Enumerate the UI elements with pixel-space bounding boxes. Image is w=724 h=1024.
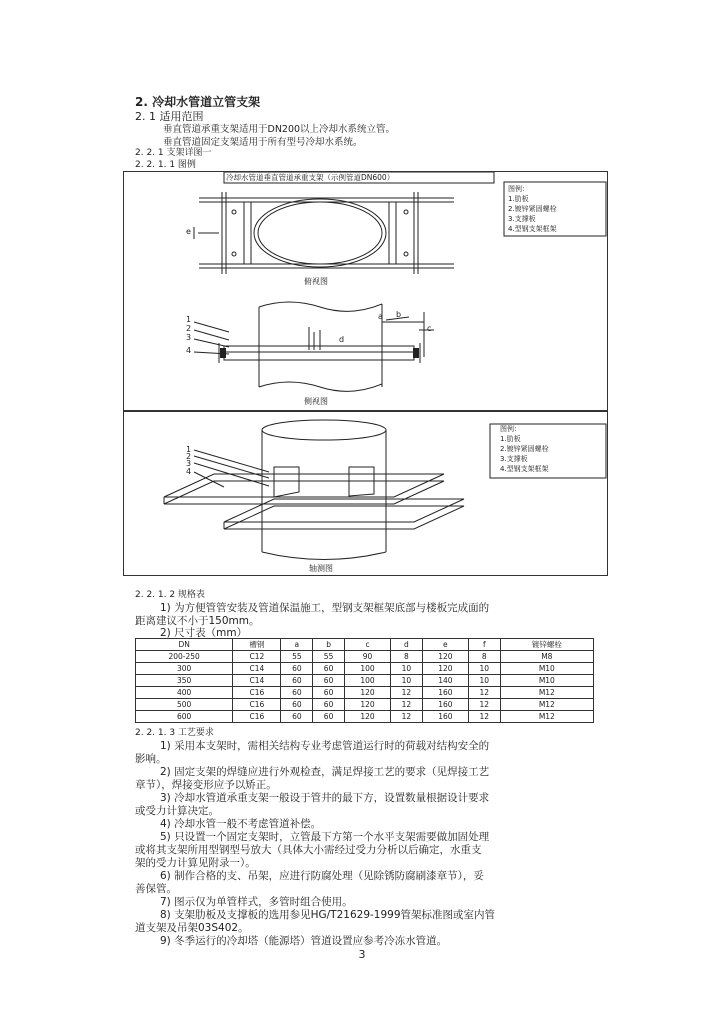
table-header-cell: f xyxy=(468,639,500,651)
table-cell: 12 xyxy=(391,711,423,723)
table-row xyxy=(136,651,594,663)
dim-a: a xyxy=(378,312,383,321)
table-cell: 60 xyxy=(313,663,345,675)
spec-para-1a: 1) 为方便管管安装及管道保温施工，型钢支架框架底部与楼板完成面的 xyxy=(160,602,490,614)
table-header-cell: e xyxy=(422,639,468,651)
figure-title: 冷却水管道垂直管道承重支架（示例管道DN600） xyxy=(226,173,395,182)
section-title: 2. 冷却水管道立管支架 xyxy=(135,95,261,109)
table-cell: 10 xyxy=(468,675,500,687)
heading-2-2-1-2: 2. 2. 1. 2 规格表 xyxy=(135,590,205,600)
dim-d: d xyxy=(339,335,345,344)
legend-item: 1.肋板 xyxy=(500,435,521,443)
req-line: 架的受力计算见附录一）。 xyxy=(135,857,256,869)
heading-2-2-1-3: 2. 2. 1. 3 工艺要求 xyxy=(135,728,214,738)
legend-item: 2.镀锌紧固螺栓 xyxy=(508,205,557,213)
table-cell: 10 xyxy=(391,675,423,687)
table-cell: 120 xyxy=(422,663,468,675)
table-cell: C12 xyxy=(233,651,281,663)
req-line: 善保管。 xyxy=(135,883,177,895)
table-cell: 600 xyxy=(136,711,233,723)
table-cell: 100 xyxy=(344,675,390,687)
table-cell: 120 xyxy=(344,699,390,711)
table-header-cell: c xyxy=(344,639,390,651)
table-cell: 60 xyxy=(313,711,345,723)
table-cell: 60 xyxy=(313,675,345,687)
req-line: 1) 采用本支架时，需相关结构专业考虑管道运行时的荷载对结构安全的 xyxy=(160,740,490,752)
req-line: 9) 冬季运行的冷却塔（能源塔）管道设置应参考冷冻水管道。 xyxy=(160,935,448,947)
table-cell: 160 xyxy=(422,687,468,699)
table-header-cell: 镀锌螺栓 xyxy=(500,639,593,651)
legend-item: 3.支撑板 xyxy=(500,455,528,463)
table-cell: 55 xyxy=(313,651,345,663)
scope-line-2: 垂直管道固定支架适用于所有型号冷却水系统。 xyxy=(163,137,363,148)
table-cell: C14 xyxy=(233,663,281,675)
callout-2: 2 xyxy=(186,324,192,333)
table-header-row xyxy=(136,639,594,651)
req-line: 8) 支架肋板及支撑板的选用参见HG/T21629-1999管架标准图或室内管 xyxy=(160,909,496,921)
table-cell: M10 xyxy=(500,663,593,675)
req-line: 或受力计算决定。 xyxy=(135,805,219,817)
table-cell: C16 xyxy=(233,687,281,699)
callout-2: 2 xyxy=(186,452,192,461)
table-header-cell: DN xyxy=(136,639,233,651)
callout-1: 1 xyxy=(186,445,192,454)
table-cell: 8 xyxy=(391,651,423,663)
req-line: 道支架及吊架03S402。 xyxy=(135,922,249,934)
figure-top-side-view xyxy=(123,171,608,411)
heading-2-2-1-1: 2. 2. 1. 1 图例 xyxy=(135,160,196,170)
legend-1 xyxy=(508,184,557,234)
heading-2-1: 2. 1 适用范围 xyxy=(135,110,204,123)
table-cell: 55 xyxy=(281,651,313,663)
req-line: 4) 冷却水管一般不考虑管道补偿。 xyxy=(160,818,322,830)
req-line: 章节），焊接变形应予以矫正。 xyxy=(135,779,277,791)
table-row xyxy=(136,699,594,711)
table-cell: 160 xyxy=(422,699,468,711)
table-cell: M8 xyxy=(500,651,593,663)
table-cell: 10 xyxy=(391,663,423,675)
req-line: 3) 冷却水管道承重支架一般设于管井的最下方，设置数量根据设计要求 xyxy=(160,792,490,804)
figure-axonometric xyxy=(123,411,608,576)
legend-item: 3.支撑板 xyxy=(508,215,536,223)
legend-item: 4.型钢支架框架 xyxy=(508,225,557,233)
legend-heading: 图例： xyxy=(500,425,521,433)
table-row xyxy=(136,687,594,699)
req-line: 5) 只设置一个固定支架时，立管最下方第一个水平支架需要做加固处理 xyxy=(160,831,490,843)
callout-3: 3 xyxy=(186,459,192,468)
table-cell: 140 xyxy=(422,675,468,687)
table-cell: 350 xyxy=(136,675,233,687)
table-cell: 8 xyxy=(468,651,500,663)
table-cell: 400 xyxy=(136,687,233,699)
scope-line-1: 垂直管道承重支架适用于DN200以上冷却水系统立管。 xyxy=(163,124,396,135)
table-cell: 12 xyxy=(468,699,500,711)
req-line: 2) 固定支架的焊缝应进行外观检查，满足焊接工艺的要求（见焊接工艺 xyxy=(160,766,490,778)
req-line: 或将其支架所用型钢型号放大（具体大小需经过受力分析以后确定，水重支 xyxy=(135,844,482,856)
dim-e: e xyxy=(186,227,191,236)
table-cell: 60 xyxy=(313,687,345,699)
spec-para-2: 2) 尺寸表（mm） xyxy=(160,627,248,639)
table-cell: M12 xyxy=(500,687,593,699)
req-line: 6) 制作合格的支、吊架，应进行防腐处理（见除锈防腐刷漆章节），妥 xyxy=(160,870,484,882)
legend-item: 2.镀锌紧固螺栓 xyxy=(500,445,549,453)
table-header-cell: 槽钢 xyxy=(233,639,281,651)
dimension-table xyxy=(135,638,594,723)
table-cell: 12 xyxy=(391,699,423,711)
table-row xyxy=(136,663,594,675)
table-cell: 12 xyxy=(468,711,500,723)
table-cell: 120 xyxy=(344,711,390,723)
dim-b: b xyxy=(396,310,402,319)
table-cell: 300 xyxy=(136,663,233,675)
caption-top-view: 俯视图 xyxy=(304,277,328,286)
table-cell: 60 xyxy=(313,699,345,711)
caption-axonometric: 轴测图 xyxy=(309,564,333,573)
table-header-cell: b xyxy=(313,639,345,651)
table-cell: 60 xyxy=(281,675,313,687)
table-header-cell: d xyxy=(391,639,423,651)
table-cell: 12 xyxy=(391,687,423,699)
table-cell: 60 xyxy=(281,699,313,711)
callout-4: 4 xyxy=(186,467,192,476)
table-row xyxy=(136,711,594,723)
table-cell: 500 xyxy=(136,699,233,711)
table-cell: 120 xyxy=(422,651,468,663)
table-cell: M12 xyxy=(500,699,593,711)
table-cell: 12 xyxy=(468,687,500,699)
legend-item: 1.肋板 xyxy=(508,195,529,203)
table-cell: 60 xyxy=(281,663,313,675)
table-cell: 100 xyxy=(344,663,390,675)
legend-2 xyxy=(500,424,549,474)
table-cell: 60 xyxy=(281,687,313,699)
table-cell: 90 xyxy=(344,651,390,663)
table-cell: C16 xyxy=(233,699,281,711)
caption-side-view: 侧视图 xyxy=(304,397,328,406)
legend-heading: 图例： xyxy=(508,185,529,193)
table-row xyxy=(136,675,594,687)
table-cell: C14 xyxy=(233,675,281,687)
callout-1: 1 xyxy=(186,315,192,324)
spec-para-1b: 距离建议不小于150mm。 xyxy=(135,615,260,627)
table-cell: M10 xyxy=(500,675,593,687)
table-cell: 200-250 xyxy=(136,651,233,663)
req-line: 影响。 xyxy=(135,753,167,765)
table-cell: M12 xyxy=(500,711,593,723)
legend-item: 4.型钢支架框架 xyxy=(500,465,549,473)
table-cell: 60 xyxy=(281,711,313,723)
table-cell: 120 xyxy=(344,687,390,699)
callout-4: 4 xyxy=(186,346,192,355)
dim-c: c xyxy=(427,324,432,333)
table-cell: 160 xyxy=(422,711,468,723)
heading-2-2-1: 2. 2. 1 支架详图一 xyxy=(135,148,212,158)
page-number: 3 xyxy=(358,948,366,961)
table-cell: C16 xyxy=(233,711,281,723)
req-line: 7) 图示仅为单管样式，多管时组合使用。 xyxy=(160,896,353,908)
table-cell: 10 xyxy=(468,663,500,675)
table-header-cell: a xyxy=(281,639,313,651)
callout-3: 3 xyxy=(186,333,192,342)
